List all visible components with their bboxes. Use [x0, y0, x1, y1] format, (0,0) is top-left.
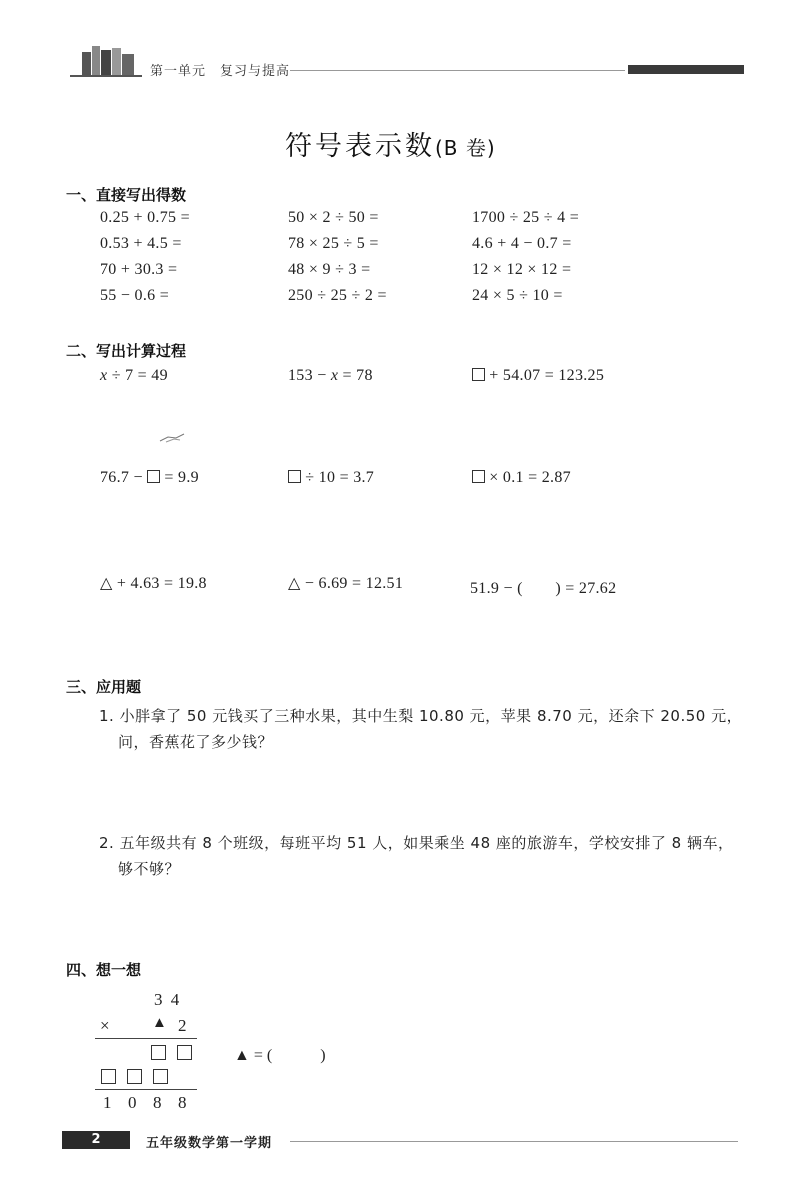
books-icon — [62, 42, 144, 78]
equation-box-plus: + 54.07 = 123.25 — [472, 367, 604, 385]
product-rule-1 — [95, 1038, 197, 1039]
blank-box — [147, 470, 160, 483]
unit-label: 第一单元 复习与提高 — [150, 64, 291, 79]
word-problem-1-line2: 问，香蕉花了多少钱？ — [118, 733, 274, 751]
word-problem-2-line1: 2. 五年级共有 8 个班级，每班平均 51 人，如果乘坐 48 座的旅游车，学校安排了 8 辆车， — [99, 834, 734, 852]
result-digit: 8 — [178, 1093, 187, 1112]
header-rule — [290, 70, 625, 71]
filled-triangle-icon: ▲ — [152, 1015, 167, 1031]
equation-x-div-7: x ÷ 7 = 49 — [100, 367, 168, 384]
partial-product-2 — [101, 1068, 168, 1087]
result-digit: 1 — [103, 1093, 112, 1112]
calc-1-3: 1700 ÷ 25 ÷ 4 = — [472, 209, 580, 226]
product-rule-2 — [95, 1089, 197, 1090]
section3-heading: 三、应用题 — [66, 678, 142, 696]
section2-heading: 二、写出计算过程 — [66, 342, 187, 360]
calc-4-3: 24 × 5 ÷ 10 = — [472, 287, 563, 304]
calc-4-2: 250 ÷ 25 ÷ 2 = — [288, 287, 387, 304]
blank-box — [127, 1069, 142, 1084]
calc-1-1: 0.25 + 0.75 = — [100, 209, 190, 226]
word-problem-1-line1: 1. 小胖拿了 50 元钱买了三种水果，其中生梨 10.80 元，苹果 8.70 元，还余下 20.50 元， — [99, 707, 743, 725]
title-suffix: (B 卷) — [435, 136, 496, 160]
triangle-icon: △ — [288, 575, 301, 592]
calc-4-1: 55 − 0.6 = — [100, 287, 170, 304]
result-digit: 0 — [128, 1093, 137, 1112]
calc-1-2: 50 × 2 ÷ 50 = — [288, 209, 379, 226]
triangle-icon: △ — [100, 575, 113, 592]
calc-2-2: 78 × 25 ÷ 5 = — [288, 235, 379, 252]
partial-product-1 — [151, 1044, 192, 1063]
equation-51-9-minus-paren: 51.9 − ( ) = 27.62 — [470, 580, 617, 597]
result-digit: 8 — [153, 1093, 162, 1112]
page-number: 2 — [62, 1131, 130, 1149]
pencil-mark — [158, 432, 186, 444]
blank-box — [151, 1045, 166, 1060]
triangle-answer: ▲ = ( ) — [234, 1047, 326, 1064]
equation-triangle-plus: △ + 4.63 = 19.8 — [100, 575, 207, 592]
multiplicand-digits: 3 4 — [154, 990, 182, 1009]
calc-3-2: 48 × 9 ÷ 3 = — [288, 261, 371, 278]
section1-heading: 一、直接写出得数 — [66, 186, 187, 204]
times-sign: × — [100, 1016, 110, 1035]
multiplier-digit: 2 — [178, 1016, 187, 1035]
variable-x: x — [330, 367, 339, 384]
title-main: 符号表示数 — [285, 131, 435, 162]
blank-box — [101, 1069, 116, 1084]
equation-triangle-minus: △ − 6.69 = 12.51 — [288, 575, 404, 592]
equation-153-minus-x: 153 − x = 78 — [288, 367, 373, 384]
calc-3-1: 70 + 30.3 = — [100, 261, 178, 278]
calc-3-3: 12 × 12 × 12 = — [472, 261, 572, 278]
book-title: 五年级数学第一学期 — [146, 1136, 273, 1151]
equation-box-times-0-1: × 0.1 = 2.87 — [472, 469, 571, 487]
equation-76-7-minus-box: 76.7 − = 9.9 — [100, 469, 199, 486]
header-bar — [628, 65, 744, 74]
section4-heading: 四、想一想 — [66, 961, 142, 979]
footer-rule — [290, 1141, 738, 1142]
blank-box — [153, 1069, 168, 1084]
blank-box — [177, 1045, 192, 1060]
calc-2-3: 4.6 + 4 − 0.7 = — [472, 235, 572, 252]
calc-2-1: 0.53 + 4.5 = — [100, 235, 182, 252]
equation-box-div-10: ÷ 10 = 3.7 — [288, 469, 374, 487]
variable-x: x — [100, 367, 108, 384]
blank-box — [472, 470, 485, 483]
blank-box — [472, 368, 485, 381]
word-problem-2-line2: 够不够？ — [118, 860, 181, 878]
page-title — [285, 124, 496, 163]
blank-box — [288, 470, 301, 483]
